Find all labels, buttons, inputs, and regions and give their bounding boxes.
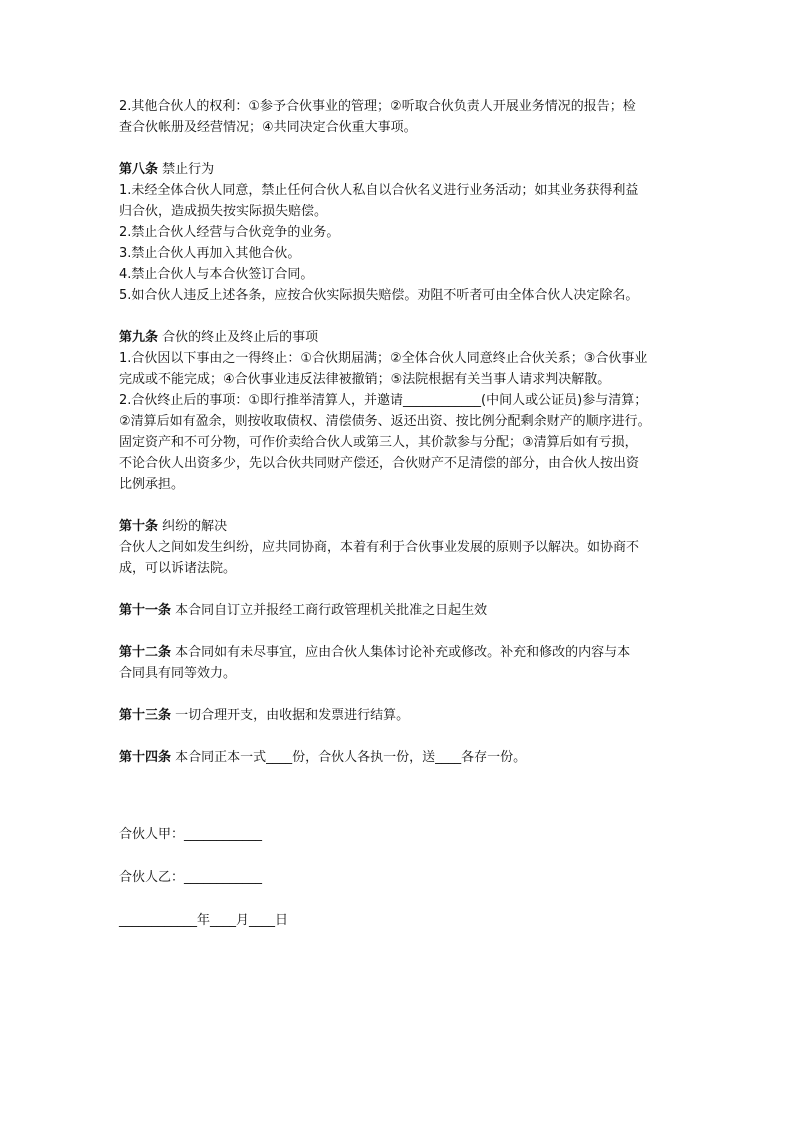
text-line: 5.如合伙人违反上述各条，应按合伙实际损失赔偿。劝阻不听者可由全体合伙人决定除名。 — [119, 288, 639, 303]
article14 — [119, 747, 679, 768]
text-line: 固定资产和不可分物，可作价卖给合伙人或第三人，其价款参与分配；③清算后如有亏损， — [119, 435, 638, 450]
article11 — [119, 600, 679, 621]
text-line: 本合同如有未尽事宜，应由合伙人集体讨论补充或修改。补充和修改的内容与本 — [171, 645, 631, 660]
article12-heading: 第十二条 — [119, 645, 172, 660]
article11-text: 本合同自订立并报经工商行政管理机关批准之日起生效 — [171, 603, 488, 618]
signature-party-b: 合伙人乙：____________ — [119, 870, 263, 885]
text-line: 1.未经全体合伙人同意，禁止任何合伙人私自以合伙名义进行业务活动；如其业务获得利益 — [119, 183, 639, 198]
signature-party-a: 合伙人甲：____________ — [119, 827, 263, 842]
text-line: 不论合伙人出资多少，先以合伙共同财产偿还，合伙财产不足清偿的部分，由合伙人按出资 — [119, 456, 640, 471]
article8-heading: 第八条 — [119, 162, 159, 177]
signature-date: ____________年____月____日 — [119, 913, 289, 928]
article13-text: 一切合理开支，由收据和发票进行结算。 — [171, 708, 410, 723]
article10-heading: 第十条 — [119, 519, 159, 534]
text-line: 比例承担。 — [119, 477, 185, 492]
article8 — [119, 159, 679, 306]
article11-heading: 第十一条 — [119, 603, 172, 618]
text-line: 2.合伙终止后的事项：①即行推举清算人，并邀请____________(中间人或公证员)参与清算； — [119, 393, 648, 408]
article8-title: 禁止行为 — [158, 162, 215, 177]
article9 — [119, 327, 679, 495]
article7-continuation — [119, 96, 679, 138]
text-line: 归合伙，造成损失按实际损失赔偿。 — [119, 204, 328, 219]
article10 — [119, 516, 679, 579]
text-line: 2.其他合伙人的权利：①参予合伙事业的管理；②听取合伙负责人开展业务情况的报告；检 — [119, 99, 636, 114]
text-line: 4.禁止合伙人与本合伙签订合同。 — [119, 267, 314, 282]
text-line: ②清算后如有盈余，则按收取债权、清偿债务、返还出资、按比例分配剩余财产的顺序进行。 — [119, 414, 651, 429]
text-line: 1.合伙因以下事由之一得终止：①合伙期届满；②全体合伙人同意终止合伙关系；③合伙事业 — [119, 351, 648, 366]
article13-heading: 第十三条 — [119, 708, 172, 723]
article9-title: 合伙的终止及终止后的事项 — [158, 330, 319, 345]
article14-heading: 第十四条 — [119, 750, 172, 765]
text-line: 合伙人之间如发生纠纷，应共同协商，本着有利于合伙事业发展的原则予以解决。如协商不 — [119, 540, 640, 555]
contract-page — [119, 96, 679, 931]
article10-title: 纠纷的解决 — [158, 519, 228, 534]
text-line: 合同具有同等效力。 — [119, 666, 237, 681]
text-line: 完成或不能完成；④合伙事业违反法律被撤销；⑤法院根据有关当事人请求判决解散。 — [119, 372, 611, 387]
article12 — [119, 642, 679, 684]
article13 — [119, 705, 679, 726]
text-line: 2.禁止合伙人经营与合伙竞争的业务。 — [119, 225, 340, 240]
text-line: 成，可以诉诸法院。 — [119, 561, 237, 576]
text-line: 查合伙帐册及经营情况；④共同决定合伙重大事项。 — [119, 120, 417, 135]
article9-heading: 第九条 — [119, 330, 159, 345]
article14-text: 本合同正本一式____份，合伙人各执一份，送____各存一份。 — [171, 750, 527, 765]
text-line: 3.禁止合伙人再加入其他合伙。 — [119, 246, 301, 261]
